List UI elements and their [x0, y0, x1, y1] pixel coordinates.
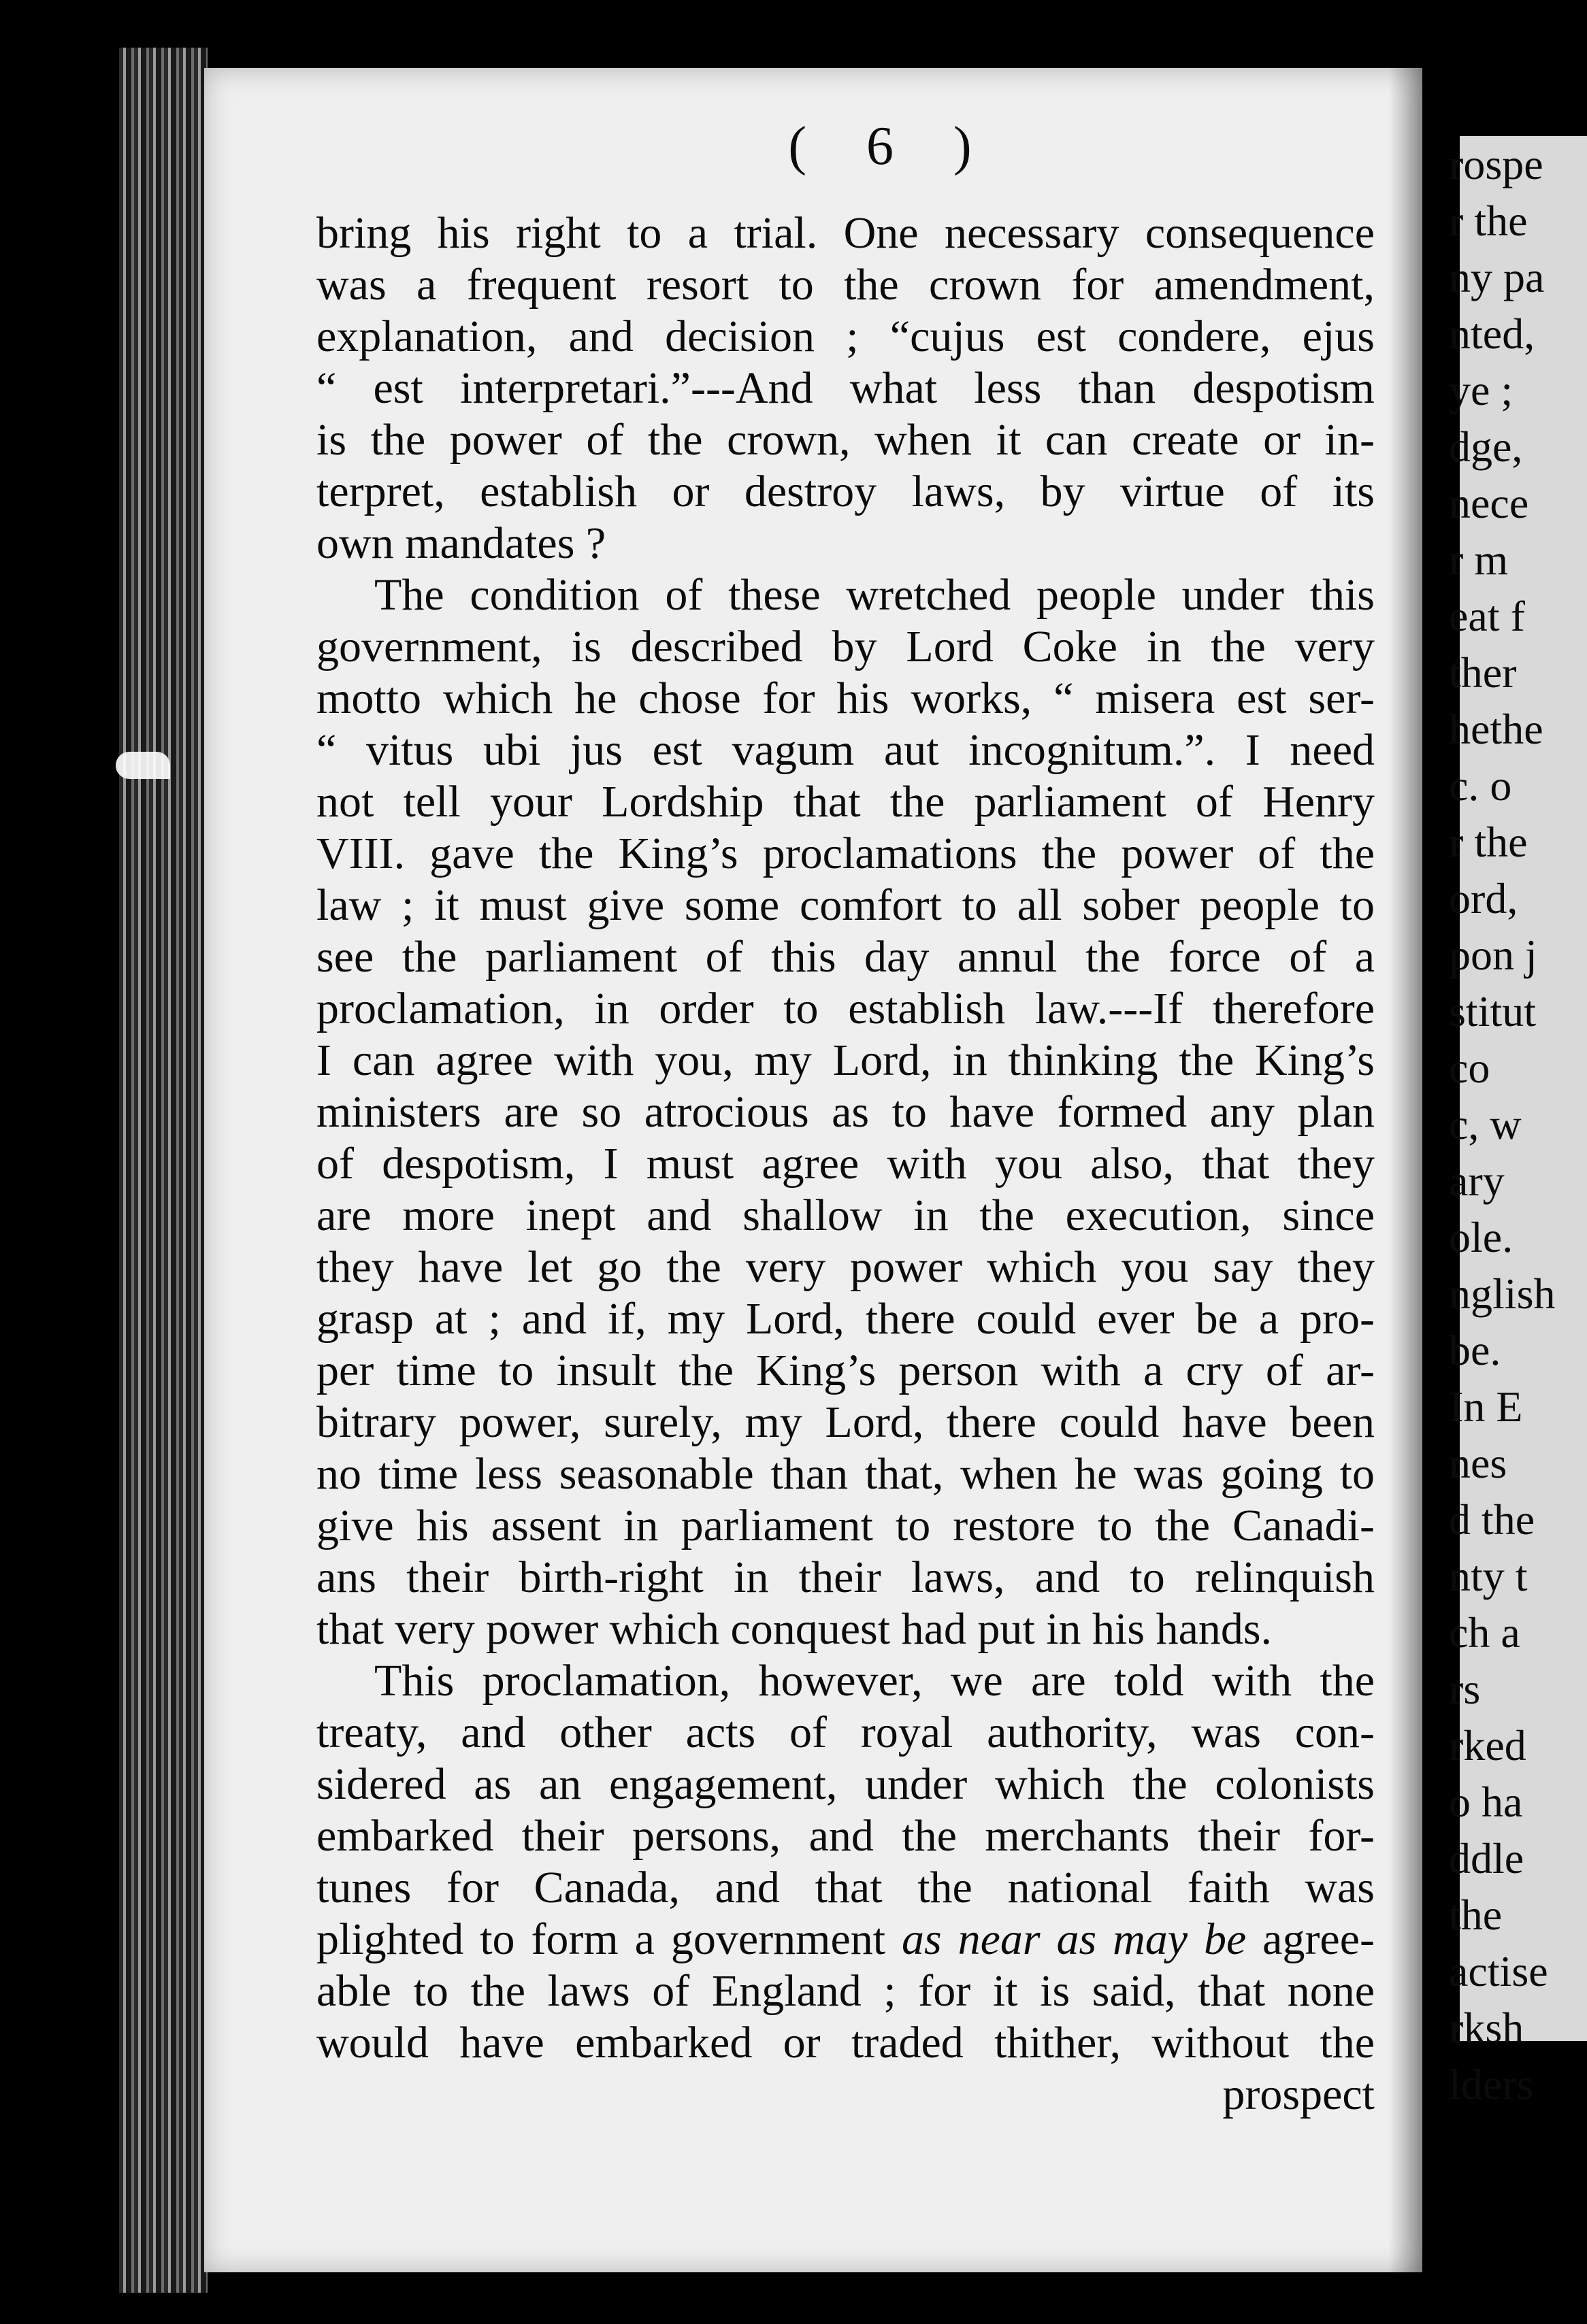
facing-page-fragment: rospe [1449, 140, 1543, 188]
facing-page-fragment: nes [1449, 1439, 1507, 1487]
facing-page-fragment: ther [1449, 648, 1517, 697]
text-line: they have let go the very power which you say they [316, 1242, 1375, 1292]
facing-page-fragment: ole. [1449, 1213, 1514, 1261]
text-line: explanation, and decision ; “cujus est condere, ejus [316, 312, 1375, 361]
text-line: This proclamation, however, we are told with the [374, 1656, 1375, 1706]
facing-page-text [1439, 136, 1587, 2112]
text-line: tunes for Canada, and that the national faith was [316, 1863, 1375, 1912]
facing-page-fragment: lders [1449, 2060, 1534, 2108]
text-line: see the parliament of this day annul the force of a [316, 932, 1375, 982]
text-line: was a frequent resort to the crown for amendment, [316, 260, 1375, 310]
text-line: law ; it must give some comfort to all sober people to [316, 880, 1375, 930]
text-line: motto which he chose for his works, “ misera est ser- [316, 674, 1375, 723]
text-line: bring his right to a trial. One necessary consequence [316, 208, 1375, 258]
facing-page-fragment: ch a [1449, 1608, 1520, 1657]
facing-page-fragment: nty t [1449, 1552, 1528, 1600]
text-line: I can agree with you, my Lord, in thinking the King’s [316, 1035, 1375, 1085]
body-text [316, 208, 1375, 2121]
text-line: that very power which conquest had put in his hands. [316, 1604, 1273, 1654]
text-line: government, is described by Lord Coke in the very [316, 622, 1375, 671]
facing-page-fragment: pon j [1449, 931, 1537, 979]
page-number: ( 6 ) [788, 116, 995, 176]
facing-page-fragment: ord, [1449, 874, 1518, 923]
facing-page-fragment: stitut [1449, 987, 1537, 1035]
text-line: sidered as an engagement, under which the colonists [316, 1759, 1375, 1809]
text-line: of despotism, I must agree with you also, that they [316, 1139, 1375, 1189]
text-line: grasp at ; and if, my Lord, there could ever be a pro- [316, 1294, 1375, 1344]
facing-page-fragment: rked [1449, 1721, 1526, 1770]
facing-page-fragment: ny pa [1449, 253, 1545, 301]
facing-page-fragment: actise [1449, 1947, 1548, 1995]
facing-page-fragment: nece [1449, 479, 1529, 527]
text-line: proclamation, in order to establish law.---If therefore [316, 984, 1375, 1033]
text-line: would have embarked or traded thither, without the [316, 2018, 1375, 2068]
facing-page-fragment: be. [1449, 1326, 1501, 1374]
facing-page-fragment: rs [1449, 1665, 1481, 1713]
text-line: not tell your Lordship that the parliament of Henry [316, 777, 1375, 827]
facing-page-fragment: nted, [1449, 310, 1535, 358]
text-fragment: agree- [1262, 1914, 1375, 1964]
text-line: ministers are so atrocious as to have formed any plan [316, 1087, 1375, 1137]
facing-page-fragment: c. o [1449, 761, 1512, 810]
page-gutter-shadow [1388, 68, 1422, 2272]
facing-page-fragment: r the [1449, 818, 1528, 866]
margin-ink-mark [116, 752, 170, 779]
text-line: embarked their persons, and the merchants their for- [316, 1811, 1375, 1861]
facing-page-fragment: dge, [1449, 422, 1523, 471]
facing-page-fragment: r m [1449, 535, 1509, 584]
text-line: give his assent in parliament to restore to the Canadi- [316, 1501, 1375, 1550]
text-line: per time to insult the King’s person with a cry of ar- [316, 1346, 1375, 1395]
text-line: The condition of these wretched people under this [374, 570, 1375, 620]
text-line: is the power of the crown, when it can create or in- [316, 415, 1375, 465]
text-line: treaty, and other acts of royal authority, was con- [316, 1708, 1375, 1757]
facing-page-fragment: nglish [1449, 1269, 1556, 1318]
text-line: own mandates ? [316, 518, 606, 568]
facing-page-fragment: r the [1449, 197, 1528, 245]
catchword: prospect [1222, 2070, 1375, 2119]
text-line: bitrary power, surely, my Lord, there could have been [316, 1397, 1375, 1447]
text-line-mixed [316, 1914, 1375, 1965]
text-line: ans their birth-right in their laws, and to relinquish [316, 1553, 1375, 1602]
text-line: able to the laws of England ; for it is said, that none [316, 1966, 1375, 2016]
facing-page-fragment: c, w [1449, 1100, 1522, 1148]
facing-page-fragment: eat f [1449, 592, 1525, 640]
facing-page-fragment: the [1449, 1891, 1503, 1939]
book-page [204, 68, 1422, 2272]
text-line: no time less seasonable than that, when he was going to [316, 1449, 1375, 1499]
text-line: are more inept and shallow in the execution, since [316, 1191, 1375, 1240]
text-line: “ vitus ubi jus est vagum aut incognitum.”. I need [316, 725, 1375, 775]
text-line: terpret, establish or destroy laws, by virtue of its [316, 467, 1375, 516]
facing-page-fragment: co [1449, 1044, 1490, 1092]
facing-page-fragment: ary [1449, 1157, 1505, 1205]
facing-page-fragment: ye ; [1449, 366, 1514, 414]
facing-page-fragment: hethe [1449, 705, 1543, 753]
facing-page-fragment: o ha [1449, 1778, 1523, 1826]
text-line: “ est interpretari.”---And what less than despotism [316, 363, 1375, 413]
facing-page-fragment: ddle [1449, 1834, 1524, 1882]
italic-phrase: as near as may be [902, 1914, 1247, 1964]
text-line: VIII. gave the King’s proclamations the power of the [316, 829, 1375, 878]
facing-page-edge [1439, 41, 1587, 2313]
facing-page-fragment: rksh [1449, 2004, 1524, 2052]
text-fragment: plighted to form a government [316, 1914, 886, 1964]
book-spine-edge [119, 48, 208, 2293]
facing-page-fragment: In E [1449, 1382, 1523, 1431]
facing-page-fragment: d the [1449, 1495, 1535, 1544]
